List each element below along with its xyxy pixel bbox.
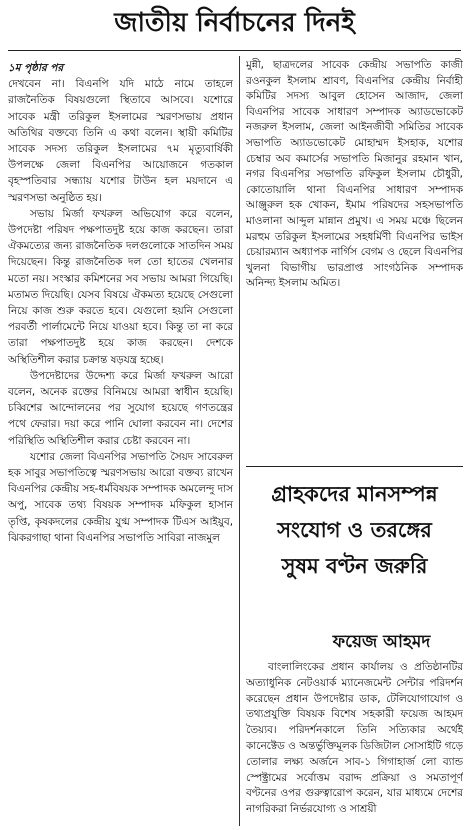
- second-article-body: [246, 660, 463, 826]
- byline: ফয়েজ আহমদ: [332, 632, 431, 652]
- article-column-left: [8, 60, 233, 824]
- article-paragraph: উপদেষ্টাদের উদ্দেশ্য করে মির্জা ফখরুল আরো বলেন, অনেক রক্তের বিনিময়ে আমরা স্বাধীন হয়েছি। চব্বিশের আন্দোলনের পর সুযোগ হয়েছে গণতন্ত্রের পথে ফেরার। দয়া করে পানি ঘোলা করবেন না। দেশের পরিস্থিতি অস্থিতিশীল করার চেষ্টা করবেন না।: [8, 369, 233, 447]
- column-divider: [239, 56, 240, 826]
- second-article-headline: [246, 476, 463, 626]
- article-column-right: [246, 58, 463, 456]
- main-headline: জাতীয় নির্বাচনের দিনই: [114, 8, 355, 38]
- headline-line: সংযোগ ও তরঙ্গের: [277, 518, 432, 542]
- headline-line: গ্রাহকদের মানসম্পন্ন: [271, 482, 438, 506]
- continuation-label: ১ম পৃষ্ঠার পর: [8, 62, 64, 74]
- article-paragraph: দেখবেন না। বিএনপি যদি মাঠে নামে তাহলে রাজনৈতিক বিষয়গুলো স্থিতাবে আসবে। যশোরে সাবেক মন্ত্রী তরিকুল ইসলামের স্মরণসভায় প্রধান অতিথির বক্তব্যে তিনি এ কথা বলেন। স্থায়ী কমিটির সাবেক সদস্য তরিকুল ইসলামের ৭ম মৃত্যুবার্ষিকী উপলক্ষে জেলা বিএনপির আয়োজনে গতকাল বৃহস্পতিবার সন্ধ্যায় যশোর টাউন হল ময়দানে এ স্মরণসভা অনুষ্ঠিত হয়।: [8, 78, 233, 204]
- article-paragraph: মুন্নী, ছাত্রদলের সাবেক কেন্দ্রীয় সভাপতি কাজী রওনকুল ইসলাম শ্রাবণ, বিএনপির কেন্দ্রীয় নির্বাহী কমিটির সদস্য আবুল হোসেন আজাদ, জেলা বিএনপির সাবেক সাধারণ সম্পাদক অ্যাডভোকেট নজরুল ইসলাম, জেলা আইনজীবী সমিতির সাবেক সভাপতি অ্যাডভোকেট মোহাম্মদ ইসহাক, যশোর চেম্বার অব কমার্সের সভাপতি মিজানুর রহমান খান, নগর বিএনপির সভাপতি রফিকুল ইসলাম চৌধুরী, কোতোয়ালি থানা বিএনপির সাধারণ সম্পাদক আঞ্জুরুল হক খোকন, ইমাম পরিষদের সহসভাপতি মাওলানা আব্দুল মান্নান প্রমুখ। এ সময় মঞ্চে ছিলেন মরহুম তরিকুল ইসলামের সহধর্মিণী বিএনপির ভাইস চেয়ারম্যান অধ্যাপক নার্গিস বেগম ও ছেলে বিএনপির খুলনা বিভাগীয় ভারপ্রাপ্ত সাংগঠনিক সম্পাদক অনিন্দ্য ইসলাম অমিত।: [246, 59, 463, 290]
- article-separator-rule: [246, 466, 463, 467]
- article-paragraph: বাংলালিংকের প্রধান কার্যালয় ও প্রতিষ্ঠানটির অত্যাধুনিক নেটওয়ার্ক ম্যানেজমেন্ট সেন্টার পরিদর্শন করেছেন প্রধান উপদেষ্টার ডাক, টেলিযোগাযোগ ও তথ্যপ্রযুক্তি বিষয়ক বিশেষ সহকারী ফয়েজ আহমদ তৈয়্যব। পরিদর্শনকালে তিনি সত্যিকার অর্থেই কানেক্টেড ও অন্তর্ভুক্তিমূলক ডিজিটাল সোসাইটি গড়ে তোলার লক্ষ্য অর্জনে সাব-১ গিগাহার্জ লো ব্যান্ড স্পেক্ট্রামের সর্বোত্তম বরাদ্দ প্রক্রিয়া ও সমতাপূর্ণ বণ্টনের ওপর গুরুত্বারোপ করেন, যার মাধ্যমে দেশের নাগরিকরা নির্ভরযোগ্য ও সাশ্রয়ী: [246, 661, 463, 816]
- headline-rule: [8, 50, 461, 51]
- headline-line: সুষম বণ্টন জরুরি: [281, 554, 428, 578]
- article-paragraph: সভায় মির্জা ফখরুল অভিযোগ করে বলেন, উপদেষ্টা পরিষদ পক্ষপাতদুষ্ট হয়ে কাজ করছেন। তারা ঐকমত্যের জন্য রাজনৈতিক দলগুলোকে সাতদিন সময় দিয়েছেন। কিন্তু রাজনৈতিক দল তো হাতের খেলনার মতো নয়। সংস্কার কমিশনের সব সভায় আমরা গিয়েছি। মতামত দিয়েছি। যেসব বিষয়ে ঐকমত্য হয়েছে সেগুলো নিয়ে কাজ শুরু করতে হবে। যেগুলো হয়নি সেগুলো পরবর্তী পার্লামেন্টে নিয়ে যাওয়া হবে। কিন্তু তা না করে তারা পক্ষপাতদুষ্ট হয়ে কাজ করছেন। দেশকে অস্থিতিশীল করার চক্রান্ত ষড়যন্ত্র হচ্ছে।: [8, 207, 233, 366]
- article-paragraph: যশোর জেলা বিএনপির সভাপতি সৈয়দ সাবেরুল হক সাবুর সভাপতিত্বে স্মরণসভায় আরো বক্তব্য রাখেন বিএনপির কেন্দ্রীয় সহ-ধর্মবিষয়ক সম্পাদক অমলেন্দু দাস অপু, সাবেক তথ্য বিষয়ক সম্পাদক মফিকুল হাসান তৃপ্তি, কৃষকদলের কেন্দ্রীয় যুগ্ম সম্পাদক টিএস আইয়ুব, ঝিকরগাছা থানা বিএনপির সভাপতি সাবিরা নাজমুল: [8, 450, 233, 544]
